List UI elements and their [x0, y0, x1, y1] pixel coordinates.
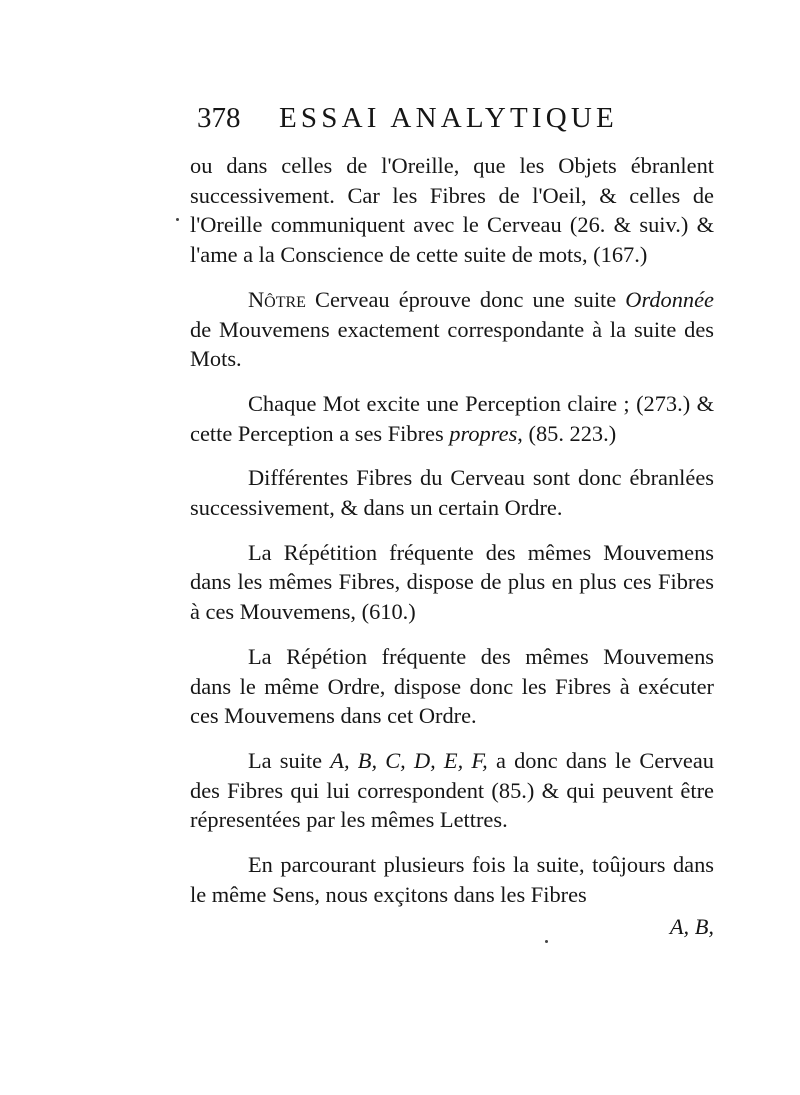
text-segment: A, B, C, D, E, F, [330, 747, 488, 773]
text-segment: En parcourant plusieurs fois la suite, toûjours dans le même Sens, nous exçitons dans les Fibres [190, 852, 714, 907]
text-segment: , (85. 223.) [517, 420, 617, 446]
text-segment: ou dans celles de l'Oreille, que les Objets ébranlent successivement. Car les Fibres de l'Oeil, & celles de l'Oreille communiquent avec le Cerveau (26. & suiv.) & l'ame a la Conscience de cette suite de mots, (167.) [190, 153, 714, 268]
text-segment: La Répétion fréquente des mêmes Mouvemens dans le même Ordre, dispose donc les Fibres à exécuter ces Mouvemens dans cet Ordre. [190, 643, 714, 729]
page-number: 378 [197, 102, 241, 134]
paragraph-p4 [190, 463, 714, 522]
paragraph-p5 [190, 538, 714, 627]
text-segment: La suite [248, 747, 331, 773]
speck-mark [176, 218, 179, 221]
running-title: ESSAI ANALYTIQUE [279, 102, 618, 134]
text-segment: propres [449, 420, 518, 446]
paragraph-p3 [190, 389, 714, 448]
paragraph-p2 [190, 285, 714, 374]
speck-mark [545, 940, 548, 943]
text-segment: La Répétition fréquente des mêmes Mouvemens dans les mêmes Fibres, dispose de plus en plus ces Fibres à ces Mouvemens, (610.) [190, 539, 714, 625]
paragraph-p8 [190, 850, 714, 909]
body-text [190, 151, 714, 909]
paragraph-p6 [190, 642, 714, 731]
text-segment: de Mouvemens exactement correspondante à la suite des Mots. [190, 316, 714, 372]
catchword: A, B, [669, 914, 714, 939]
text-segment: Cerveau éprouve donc une suite [305, 286, 626, 312]
running-head [197, 98, 717, 138]
text-segment: Chaque Mot excite une Perception claire ; (273.) & cette Perception a ses Fibres [190, 390, 714, 446]
text-segment: Différentes Fibres du Cerveau sont donc ébranlées successivement, & dans un certain Ordre. [190, 465, 714, 521]
text-segment: Ordonnée [625, 286, 714, 312]
paragraph-p1 [190, 151, 714, 270]
text-segment: Nôtre [248, 286, 306, 312]
paragraph-p7 [190, 746, 714, 835]
text-segment: a donc dans le Cerveau des Fibres qui lui correspondent (85.) & qui peuvent être répresentées par les mêmes Lettres. [190, 747, 715, 833]
